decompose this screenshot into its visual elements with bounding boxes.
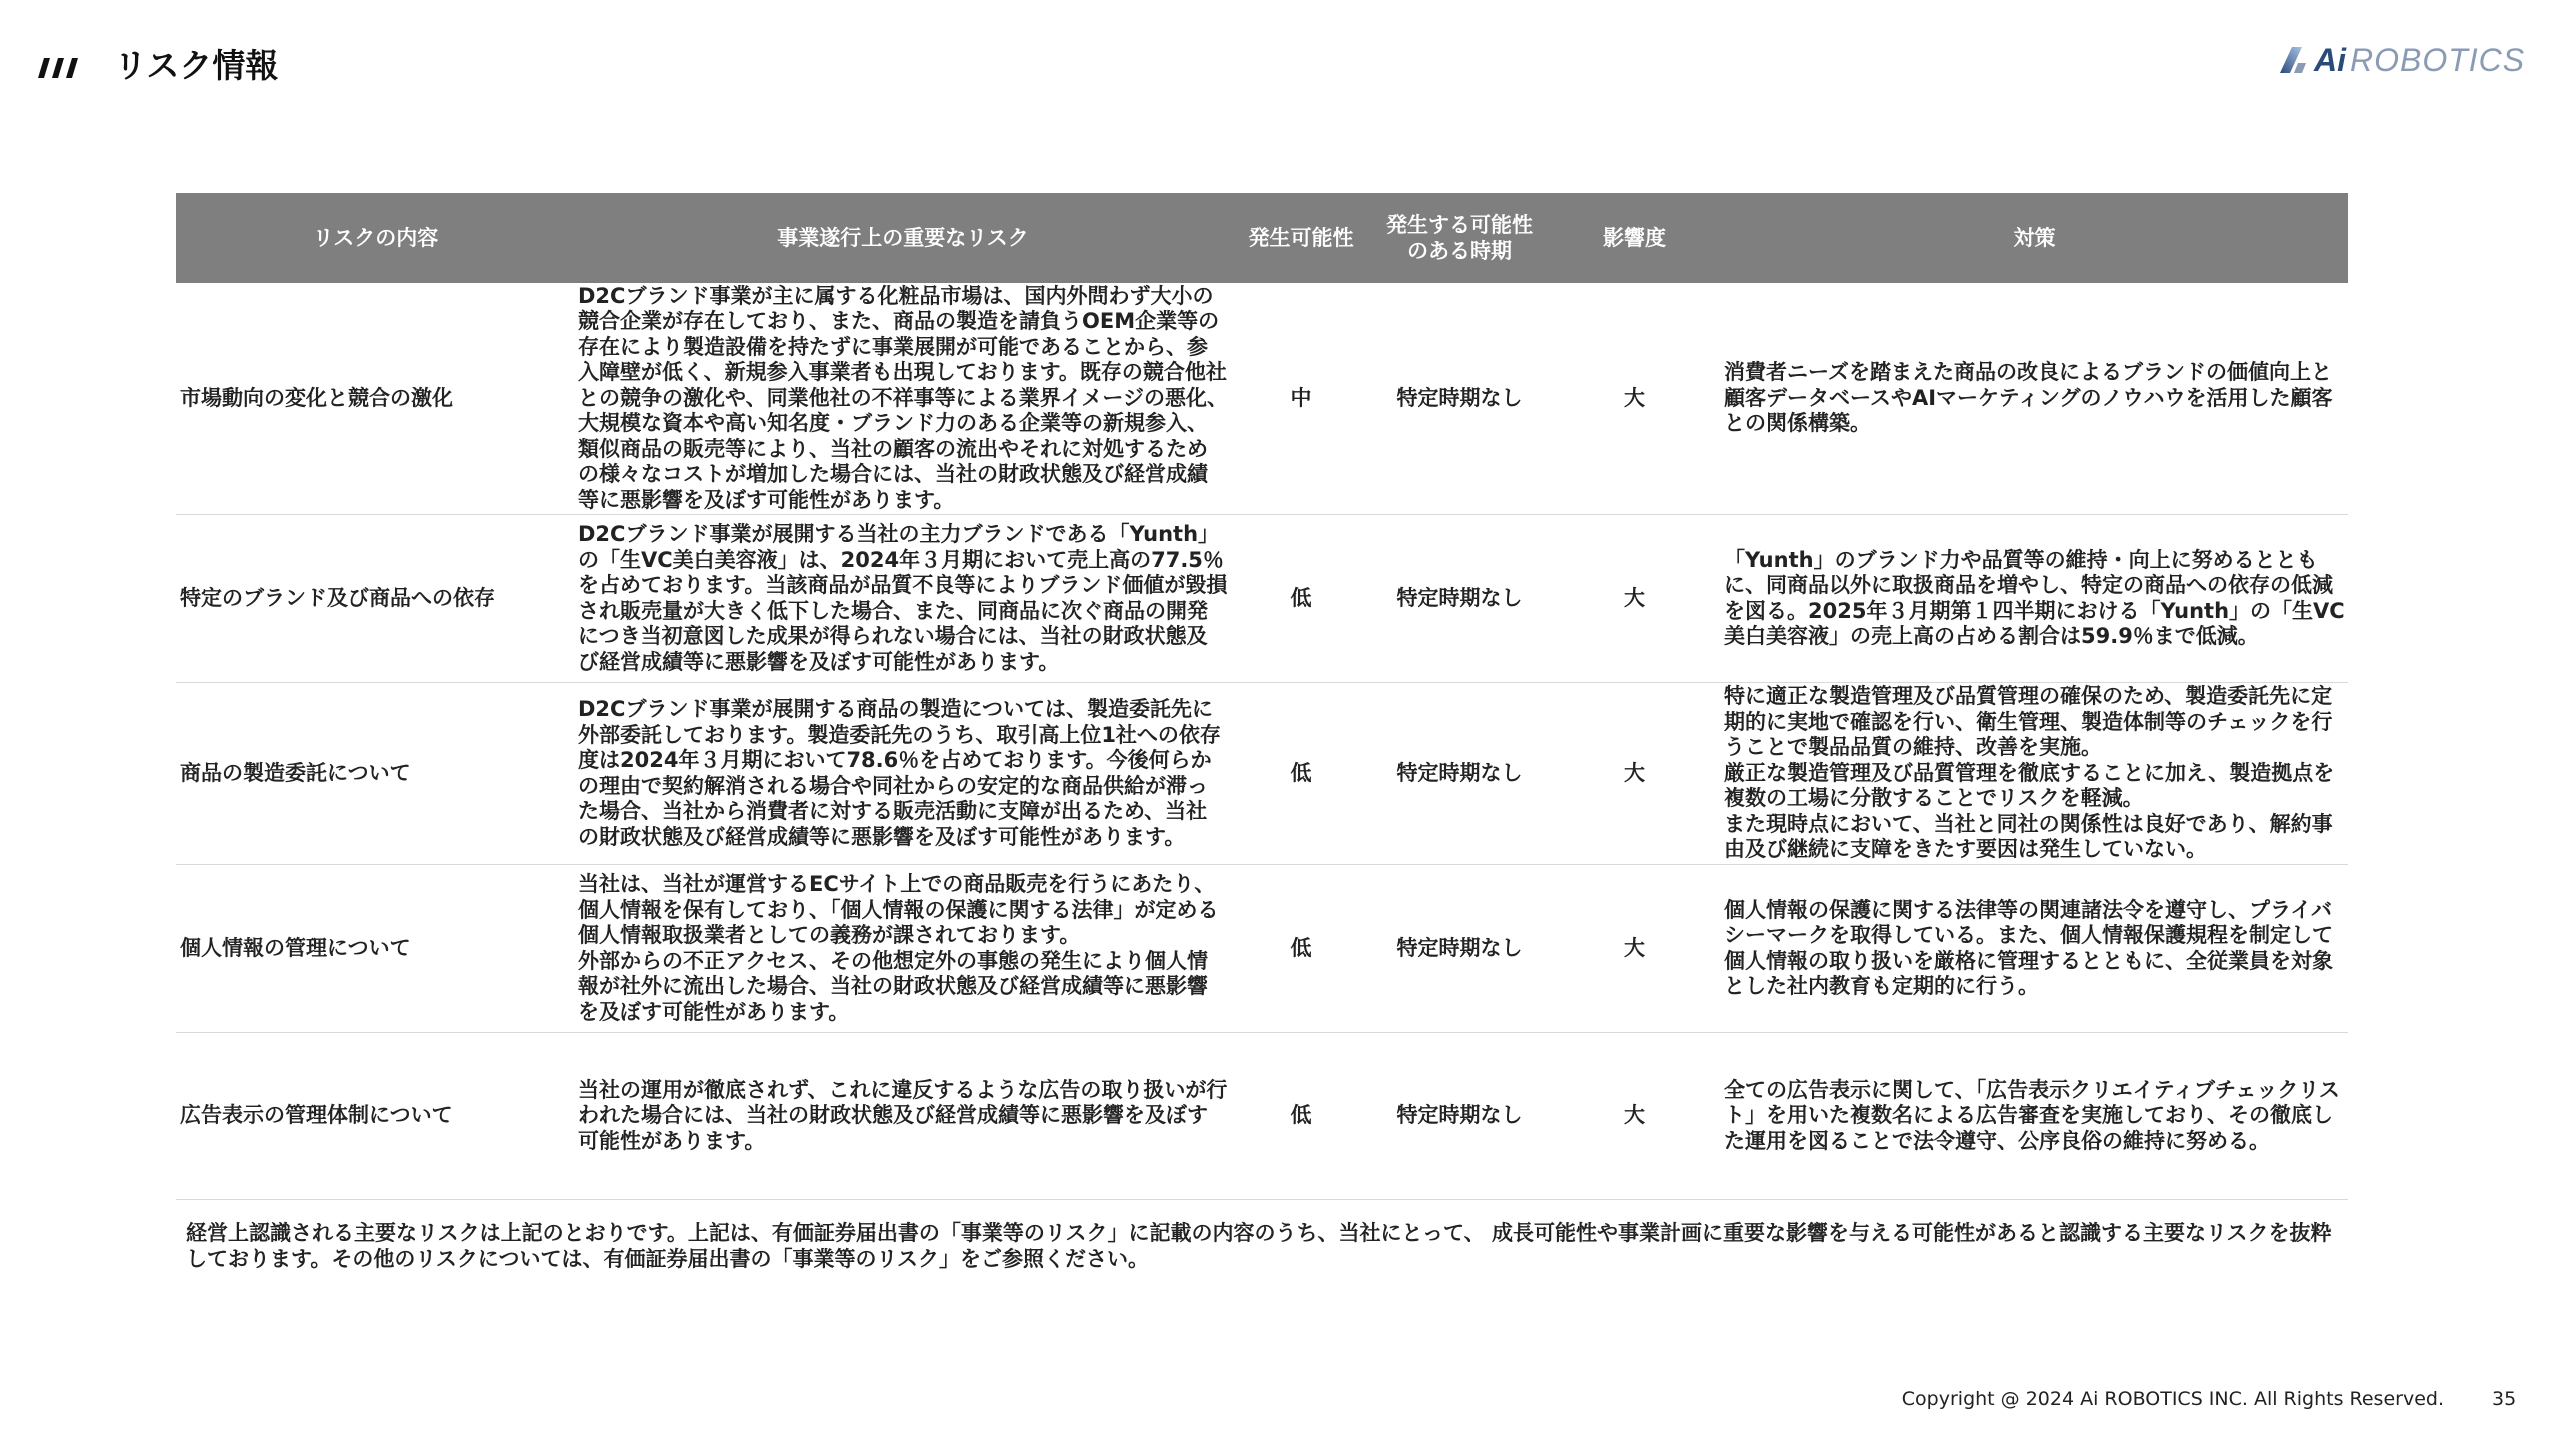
table-row	[176, 1033, 2348, 1200]
risk-description-cell: 当社は、当社が運営するECサイト上での商品販売を行うにあたり、個人情報を保有しており、「個人情報の保護に関する法律」が定める個人情報取扱業者としての義務が課されております。 外部からの不正アクセス、その他想定外の事態の発生により個人情報が社外に流出した場合、当社の財政状態及び経営成績等に悪影響を及ぼす可能性があります。	[575, 865, 1231, 1033]
measures-cell: 特に適正な製造管理及び品質管理の確保のため、製造委託先に定期的に実地で確認を行い、衛生管理、製造体制等のチェックを行うことで製品品質の維持、改善を実施。 厳正な製造管理及び品質管理を徹底することに加え、製造拠点を複数の工場に分散することでリスクを軽減。 また現時点において、当社と同社の関係性は良好であり、解約事由及び継続に支障をきたす要因は発生していない。	[1721, 683, 2348, 865]
company-logo	[2278, 42, 2525, 78]
likelihood-cell: 低	[1231, 1033, 1371, 1200]
risk-content-cell: 個人情報の管理について	[176, 865, 575, 1033]
timing-cell: 特定時期なし	[1371, 283, 1548, 515]
risk-description-cell: D2Cブランド事業が展開する商品の製造については、製造委託先に外部委託しております。製造委託先のうち、取引高上位1社への依存度は2024年３月期において78.6％を占めております。今後何らかの理由で契約解消される場合や同社からの安定的な商品供給が滞った場合、当社から消費者に対する販売活動に支障が出るため、当社の財政状態及び経営成績等に悪影響を及ぼす可能性があります。	[575, 683, 1231, 865]
measures-cell: 「Yunth」のブランド力や品質等の維持・向上に努めるとともに、同商品以外に取扱商品を増やし、特定の商品への依存の低減を図る。2025年３月期第１四半期における「Yunth」の「生VC美白美容液」の売上高の占める割合は59.9％まで低減。	[1721, 515, 2348, 683]
column-header-impact: 影響度	[1548, 193, 1721, 283]
copyright-text: Copyright @ 2024 Ai ROBOTICS INC. All Rights Reserved.	[1901, 1388, 2444, 1410]
logo-mark-icon	[2278, 45, 2308, 75]
column-header-timing: 発生する可能性 のある時期	[1371, 193, 1548, 283]
table-row	[176, 515, 2348, 683]
column-header-likelihood: 発生可能性	[1231, 193, 1371, 283]
likelihood-cell: 低	[1231, 683, 1371, 865]
impact-cell: 大	[1548, 515, 1721, 683]
measures-cell: 全ての広告表示に関して、「広告表示クリエイティブチェックリスト」を用いた複数名による広告審査を実施しており、その徹底した運用を図ることで法令遵守、公序良俗の維持に努める。	[1721, 1033, 2348, 1200]
impact-cell: 大	[1548, 865, 1721, 1033]
likelihood-cell: 低	[1231, 865, 1371, 1033]
likelihood-cell: 中	[1231, 283, 1371, 515]
timing-cell: 特定時期なし	[1371, 683, 1548, 865]
risk-content-cell: 市場動向の変化と競合の激化	[176, 283, 575, 515]
column-header-content: リスクの内容	[176, 193, 575, 283]
column-header-measures: 対策	[1721, 193, 2348, 283]
footnote: 経営上認識される主要なリスクは上記のとおりです。上記は、有価証券届出書の「事業等のリスク」に記載の内容のうち、当社にとって、 成長可能性や事業計画に重要な影響を与える可能性があると認識する主要なリスクを抜粋しております。その他のリスクについては、有価証券届出書の「事業等のリスク」をご参照ください。	[186, 1221, 2332, 1271]
risk-content-cell: 広告表示の管理体制について	[176, 1033, 575, 1200]
page-title: リスク情報	[114, 46, 279, 85]
timing-cell: 特定時期なし	[1371, 515, 1548, 683]
logo-ai-text: Ai	[2314, 41, 2346, 78]
table-row	[176, 283, 2348, 515]
risk-description-cell: 当社の運用が徹底されず、これに違反するような広告の取り扱いが行われた場合には、当社の財政状態及び経営成績等に悪影響を及ぼす可能性があります。	[575, 1033, 1231, 1200]
measures-cell: 消費者ニーズを踏まえた商品の改良によるブランドの価値向上と顧客データベースやAIマーケティングのノウハウを活用した顧客との関係構築。	[1721, 283, 2348, 515]
impact-cell: 大	[1548, 683, 1721, 865]
risk-content-cell: 商品の製造委託について	[176, 683, 575, 865]
page-number: 35	[2492, 1388, 2517, 1410]
logo-robotics-text: ROBOTICS	[2350, 41, 2526, 78]
table-row	[176, 683, 2348, 865]
risk-description-cell: D2Cブランド事業が展開する当社の主力ブランドである「Yunth」の「生VC美白美容液」は、2024年３月期において売上高の77.5％を占めております。当該商品が品質不良等によりブランド価値が毀損され販売量が大きく低下した場合、また、同商品に次ぐ商品の開発につき当初意図した成果が得られない場合には、当社の財政状態及び経営成績等に悪影響を及ぼす可能性があります。	[575, 515, 1231, 683]
impact-cell: 大	[1548, 283, 1721, 515]
timing-cell: 特定時期なし	[1371, 865, 1548, 1033]
risk-content-cell: 特定のブランド及び商品への依存	[176, 515, 575, 683]
risk-table	[176, 193, 2348, 1200]
likelihood-cell: 低	[1231, 515, 1371, 683]
table-header-row	[176, 193, 2348, 283]
slashes-icon	[38, 58, 80, 78]
table-row	[176, 865, 2348, 1033]
column-header-risk: 事業遂行上の重要なリスク	[575, 193, 1231, 283]
measures-cell: 個人情報の保護に関する法律等の関連諸法令を遵守し、プライバシーマークを取得している。また、個人情報保護規程を制定して個人情報の取り扱いを厳格に管理するとともに、全従業員を対象とした社内教育も定期的に行う。	[1721, 865, 2348, 1033]
risk-description-cell: D2Cブランド事業が主に属する化粧品市場は、国内外問わず大小の競合企業が存在しており、また、商品の製造を請負うOEM企業等の存在により製造設備を持たずに事業展開が可能であることから、参入障壁が低く、新規参入事業者も出現しております。既存の競合他社との競争の激化や、同業他社の不祥事等による業界イメージの悪化、大規模な資本や高い知名度・ブランド力のある企業等の新規参入、類似商品の販売等により、当社の顧客の流出やそれに対処するための様々なコストが増加した場合には、当社の財政状態及び経営成績等に悪影響を及ぼす可能性があります。	[575, 283, 1231, 515]
timing-cell: 特定時期なし	[1371, 1033, 1548, 1200]
impact-cell: 大	[1548, 1033, 1721, 1200]
